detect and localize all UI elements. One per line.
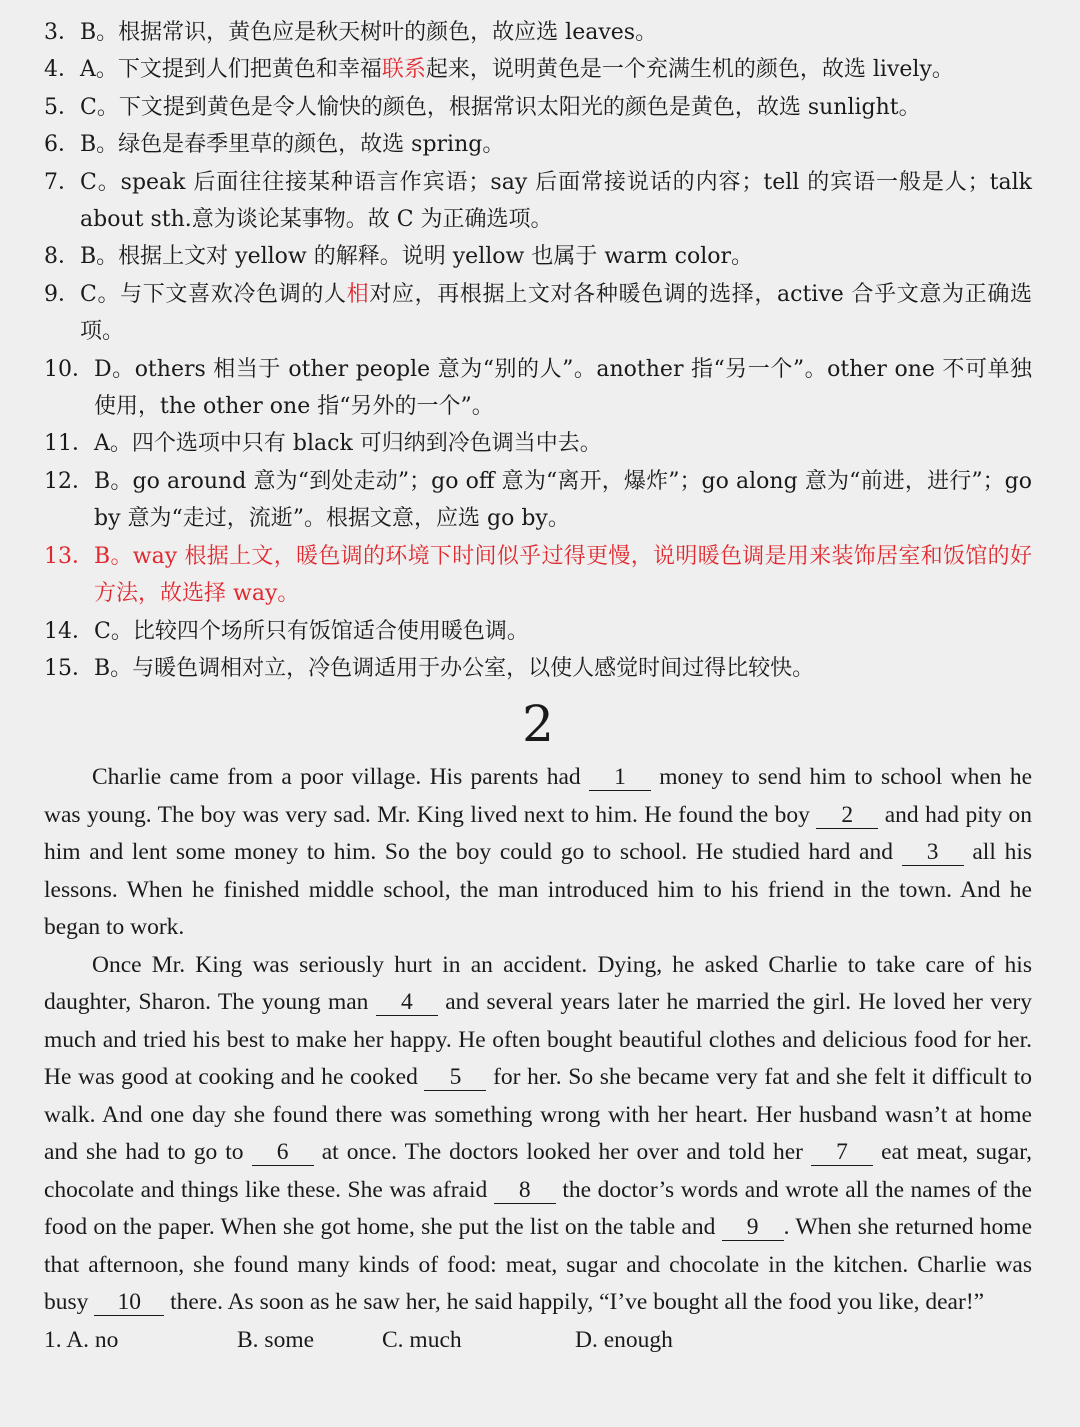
text-segment: D。others 相当于 other people 意为“别的人”。another 指“另一个”。other one 不可单独使用，the other one 指“另外的一个”。 <box>94 356 1032 420</box>
text-segment: C。比较四个场所只有饭馆适合使用暖色调。 <box>94 618 529 644</box>
text-segment: there. As soon as he saw her, he said happily, “I’ve bought all the food you like, dear!” <box>164 1289 985 1316</box>
answer-number: 12． <box>44 468 94 494</box>
answer-text <box>80 51 1032 88</box>
text-segment: A。下文提到人们把黄色和幸福 <box>80 57 382 83</box>
answer-text <box>80 14 1032 51</box>
answer-item <box>44 650 1032 687</box>
text-segment: 对应，再根据上文对各种暖色调的选择，active 合乎文意为正确选项。 <box>80 281 1032 345</box>
text-segment: . When she returned home that afternoon, she found many kinds of food: meat, sugar and chocolate in the kitchen. Charlie was busy <box>44 1214 1033 1316</box>
answer-item <box>44 425 1032 462</box>
answer-number: 15． <box>44 655 94 681</box>
text-segment: C。与下文喜欢冷色调的人 <box>80 281 347 307</box>
answer-number: 11． <box>44 431 94 457</box>
question-1-options <box>44 1322 1032 1360</box>
answer-text <box>80 238 1032 275</box>
passage-paragraph <box>44 759 1032 947</box>
text-segment: B。与暖色调相对立，冷色调适用于办公室，以使人感觉时间过得比较快。 <box>94 655 815 681</box>
answer-item <box>44 51 1032 88</box>
answer-number: 10． <box>44 356 94 382</box>
text-segment: and several years later he married the girl. He loved her very much and tried his best to make her happy. He often bought beautiful clothes and delicious food for her. He was good at cooking and he cooked <box>44 989 1033 1091</box>
text-segment: A。四个选项中只有 black 可归纳到冷色调当中去。 <box>94 431 602 457</box>
answer-text <box>80 276 1032 351</box>
blank-6: 6 <box>252 1139 314 1166</box>
highlighted-text: 联系 <box>381 57 426 83</box>
text-segment: B。根据上文对 yellow 的解释。说明 yellow 也属于 warm color。 <box>80 244 754 270</box>
answer-explanations <box>44 14 1032 687</box>
text-segment: and had pity on him and lent some money to him. So the boy could go to school. He studied hard and <box>44 801 1033 866</box>
blank-7: 7 <box>811 1139 873 1166</box>
blank-3: 3 <box>902 839 964 866</box>
option-b: B. some <box>237 1326 315 1353</box>
answer-item <box>44 351 1032 426</box>
answer-number: 5． <box>44 94 80 120</box>
highlighted-text: 相 <box>346 281 370 307</box>
answer-text <box>94 650 1032 687</box>
text-segment: Once Mr. King was seriously hurt in an accident. Dying, he asked Charlie to take care of his daughter, Sharon. The young man <box>44 951 1032 1016</box>
text-segment: B。go around 意为“到处走动”；go off 意为“离开，爆炸”；go along 意为“前进，进行”；go by 意为“走过，流逝”。根据文意，应选 go by。 <box>94 468 1032 532</box>
answer-number: 7． <box>44 169 80 195</box>
blank-2: 2 <box>816 802 878 829</box>
answer-number: 4． <box>44 57 80 83</box>
answer-number: 8． <box>44 244 80 270</box>
answer-text <box>94 538 1032 613</box>
text-segment: money to send him to school when he was young. The boy was very sad. Mr. King lived next to him. He found the boy <box>44 764 1032 828</box>
answer-item <box>44 89 1032 126</box>
answer-item <box>44 238 1032 275</box>
text-segment: eat meat, sugar, chocolate and things like these. She was afraid <box>44 1139 1032 1203</box>
text-segment: the doctor’s words and wrote all the names of the food on the paper. When she got home, she put the list on the table and <box>44 1176 1032 1241</box>
answer-item <box>44 126 1032 163</box>
option-a: 1. A. no <box>44 1326 119 1353</box>
text-segment: B。根据常识，黄色应是秋天树叶的颜色，故应选 leaves。 <box>80 20 658 45</box>
answer-text <box>94 425 1032 462</box>
answer-item <box>44 276 1032 351</box>
answer-text <box>80 89 1032 126</box>
answer-item <box>44 613 1032 650</box>
blank-4: 4 <box>376 989 438 1016</box>
text-segment: Charlie came from a poor village. His parents had <box>92 764 589 791</box>
answer-number: 6． <box>44 132 80 158</box>
answer-item <box>44 164 1032 239</box>
passage-paragraph <box>44 947 1032 1322</box>
answer-text <box>94 463 1032 538</box>
answer-text <box>80 164 1032 239</box>
answer-item <box>44 538 1032 613</box>
text-segment: 起来，说明黄色是一个充满生机的颜色，故选 lively。 <box>425 57 954 83</box>
blank-10: 10 <box>94 1289 164 1316</box>
text-segment: B。way 根据上文，暖色调的环境下时间似乎过得更慢，说明暖色调是用来装饰居室和饭馆的好方法，故选择 way。 <box>94 543 1032 607</box>
answer-number: 9． <box>44 281 80 307</box>
answer-item <box>44 463 1032 538</box>
blank-5: 5 <box>424 1064 486 1091</box>
answer-text <box>80 126 1032 163</box>
section-number: 2 <box>522 695 554 754</box>
text-segment: for her. So she became very fat and she felt it difficult to walk. And one day she found there was something wrong with her heart. Her husband wasn’t at home and she had to go to <box>44 1064 1032 1166</box>
answer-number: 14． <box>44 618 94 644</box>
text-segment: at once. The doctors looked her over and told her <box>313 1139 812 1166</box>
answer-number: 3． <box>44 20 80 45</box>
cloze-passage <box>44 759 1032 1322</box>
answer-item <box>44 14 1032 51</box>
blank-9: 9 <box>722 1214 784 1241</box>
option-d: D. enough <box>575 1326 673 1353</box>
blank-1: 1 <box>589 764 651 791</box>
option-c: C. much <box>382 1326 462 1353</box>
text-segment: C。speak 后面往往接某种语言作宾语；say 后面常接说话的内容；tell 的宾语一般是人；talk about sth.意为谈论某事物。故 C 为正确选项。 <box>80 169 1032 233</box>
blank-8: 8 <box>494 1177 556 1204</box>
answer-text <box>94 351 1032 426</box>
answer-number: 13． <box>44 543 94 569</box>
text-segment: all his lessons. When he finished middle school, the man introduced him to his friend in the town. And he began to work. <box>44 839 1032 941</box>
text-segment: B。绿色是春季里草的颜色，故选 spring。 <box>80 132 505 158</box>
answer-text <box>94 613 1032 650</box>
text-segment: C。下文提到黄色是令人愉快的颜色，根据常识太阳光的颜色是黄色，故选 sunlight。 <box>80 94 921 120</box>
